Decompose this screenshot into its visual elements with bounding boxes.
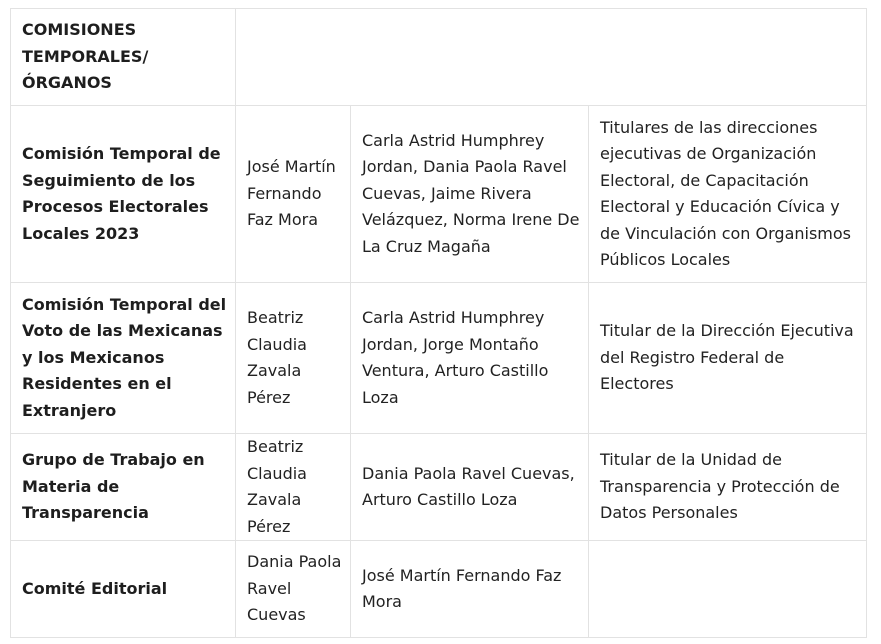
row-name-cell: Grupo de Trabajo en Materia de Transparencia <box>11 434 236 541</box>
row-name-cell: Comisión Temporal de Seguimiento de los Procesos Electorales Locales 2023 <box>11 106 236 283</box>
row-presidente-cell: José Martín Fernando Faz Mora <box>236 106 351 283</box>
row-integrantes-cell: Dania Paola Ravel Cuevas, Arturo Castillo Loza <box>351 434 589 541</box>
row-secretaria-cell <box>589 541 867 638</box>
table-row <box>11 434 867 541</box>
comisiones-table <box>10 8 867 638</box>
row-name-cell: Comisión Temporal del Voto de las Mexicanas y los Mexicanos Residentes en el Extranjero <box>11 283 236 434</box>
row-secretaria-cell: Titular de la Dirección Ejecutiva del Registro Federal de Electores <box>589 283 867 434</box>
row-presidente-cell: Beatriz Claudia Zavala Pérez <box>236 283 351 434</box>
row-presidente-cell: Beatriz Claudia Zavala Pérez <box>236 434 351 541</box>
table-row <box>11 283 867 434</box>
row-secretaria-cell: Titulares de las direcciones ejecutivas de Organización Electoral, de Capacitación Electoral y Educación Cívica y de Vinculación con Organismos Públicos Locales <box>589 106 867 283</box>
row-integrantes-cell: Carla Astrid Humphrey Jordan, Jorge Montaño Ventura, Arturo Castillo Loza <box>351 283 589 434</box>
header-cell: COMISIONES TEMPORALES/ ÓRGANOS <box>11 9 236 106</box>
row-integrantes-cell: José Martín Fernando Faz Mora <box>351 541 589 638</box>
table-row <box>11 106 867 283</box>
table-row <box>11 541 867 638</box>
header-empty-cell <box>236 9 867 106</box>
row-secretaria-cell: Titular de la Unidad de Transparencia y Protección de Datos Personales <box>589 434 867 541</box>
row-integrantes-cell: Carla Astrid Humphrey Jordan, Dania Paola Ravel Cuevas, Jaime Rivera Velázquez, Norma Irene De La Cruz Magaña <box>351 106 589 283</box>
table-header-row <box>11 9 867 106</box>
row-name-cell: Comité Editorial <box>11 541 236 638</box>
row-presidente-cell: Dania Paola Ravel Cuevas <box>236 541 351 638</box>
